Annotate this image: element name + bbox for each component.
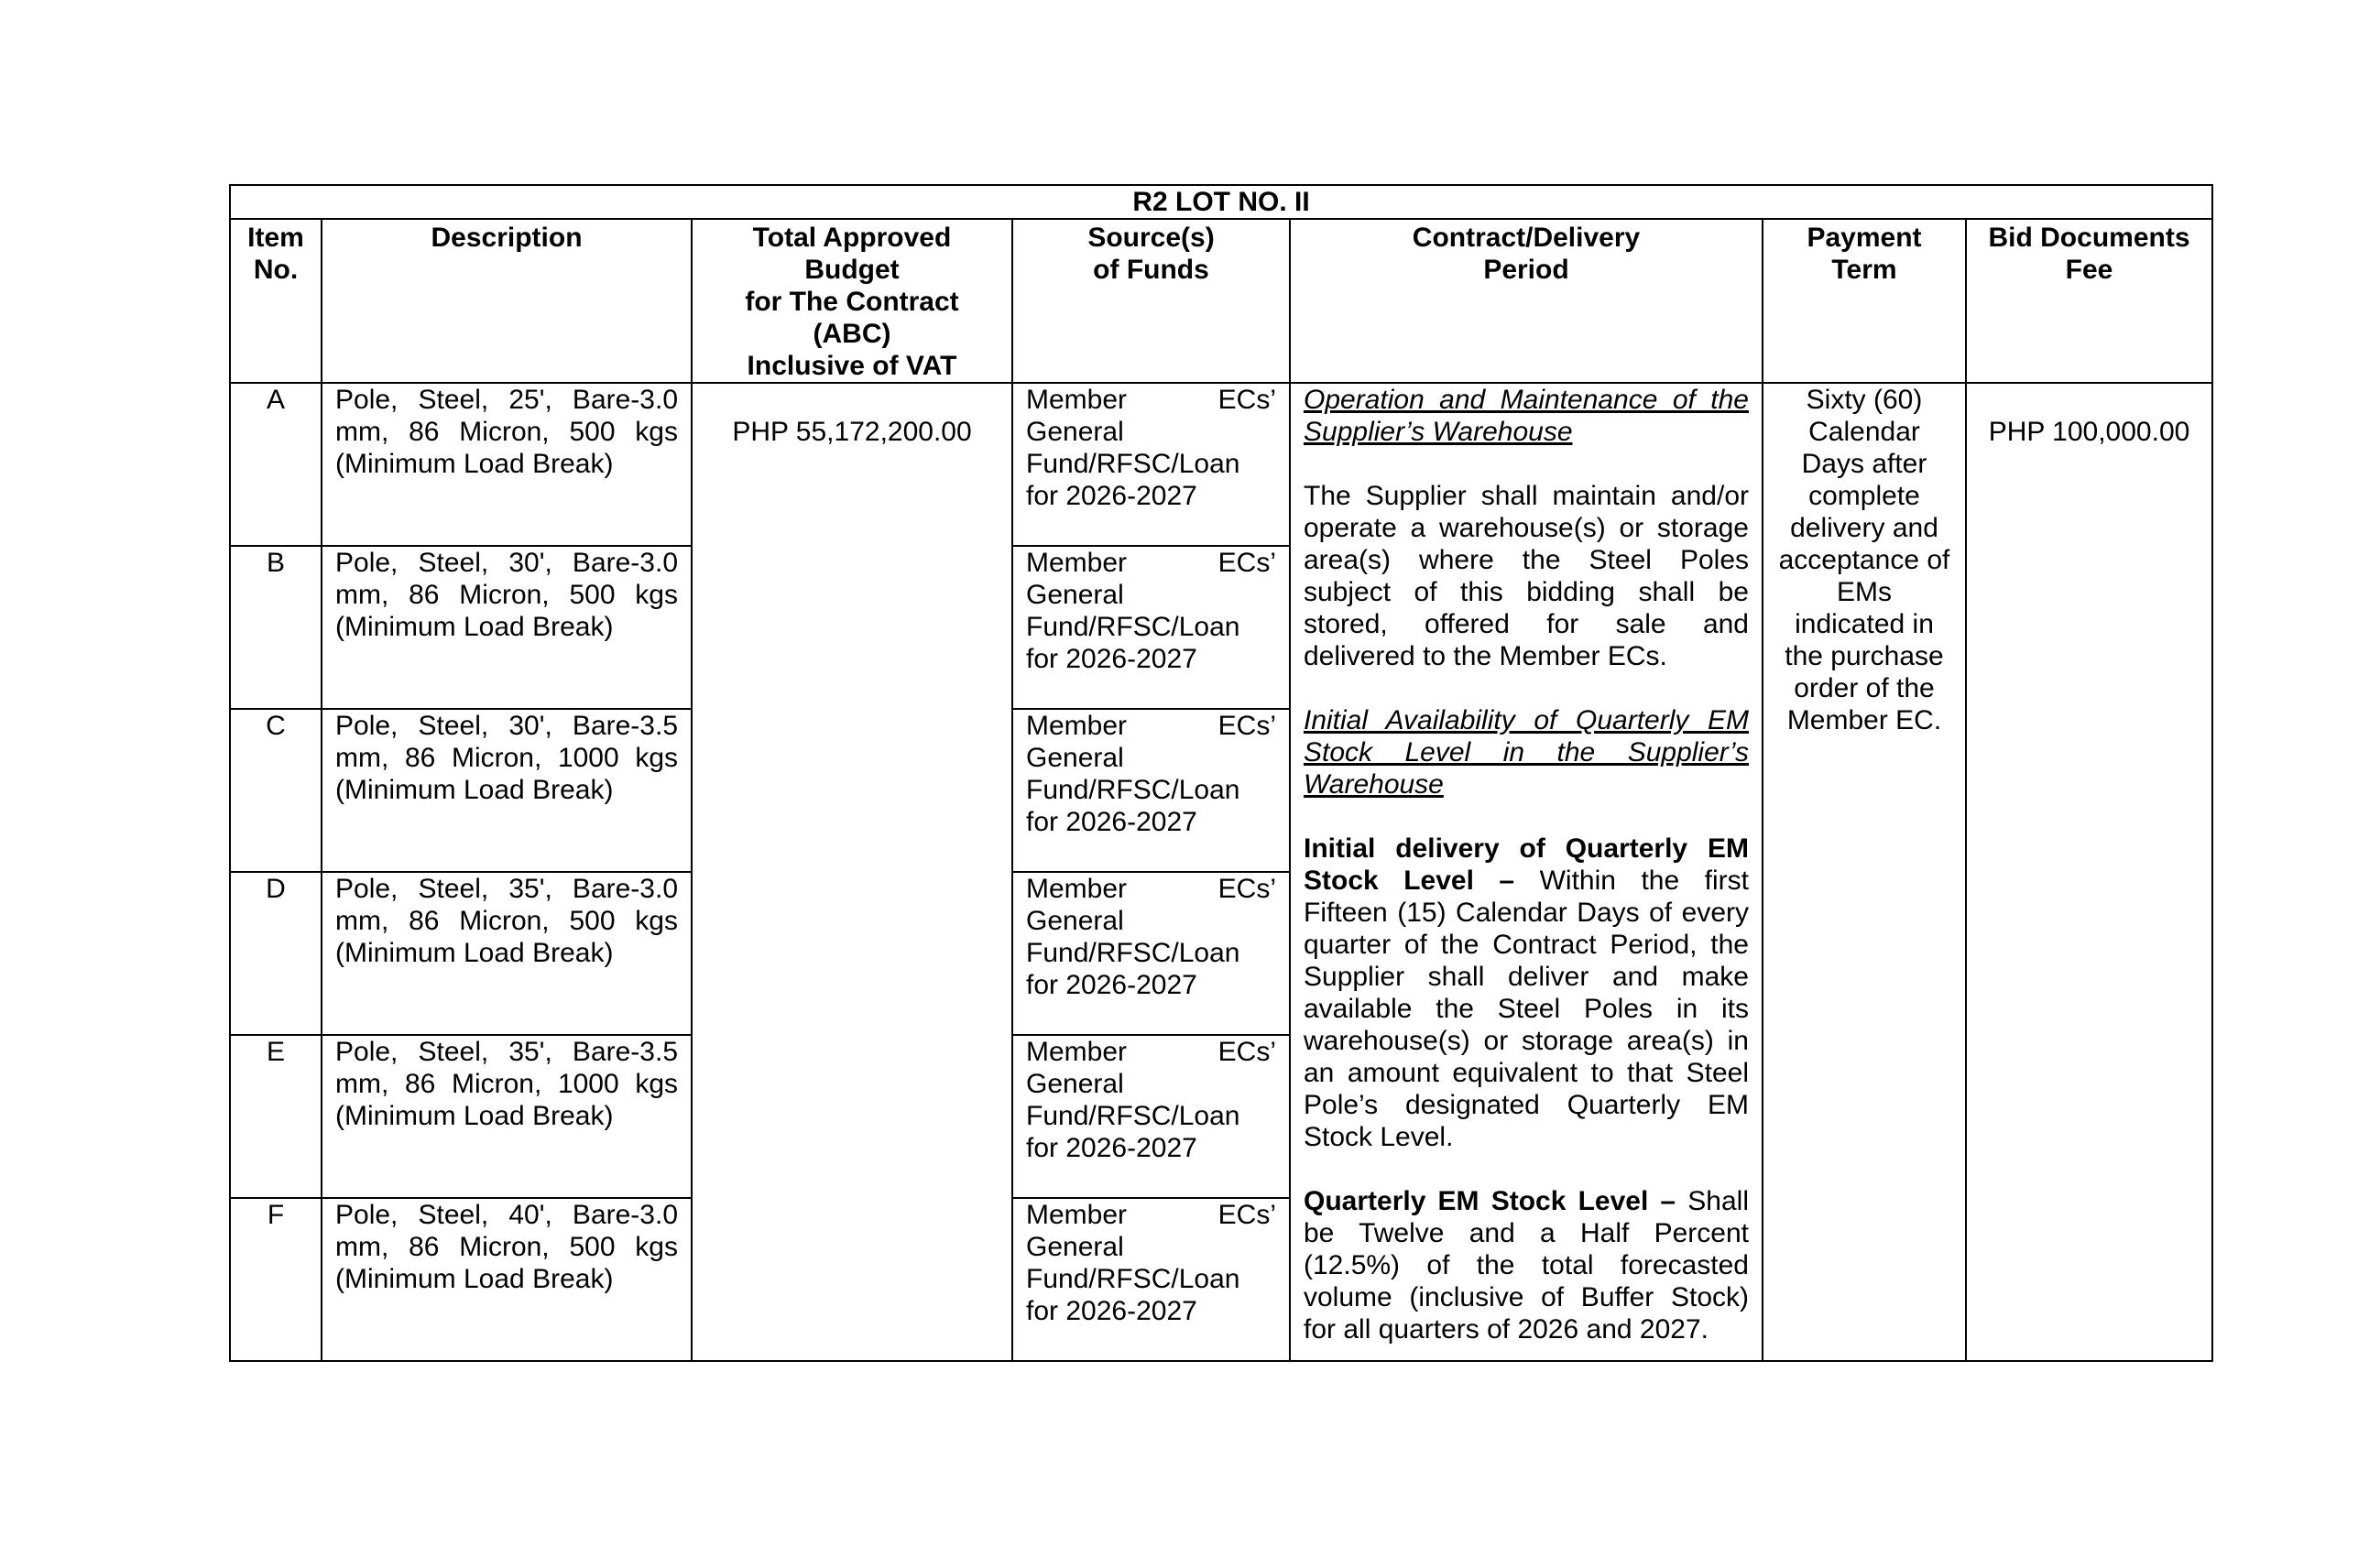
- abc-cell: [692, 383, 1012, 1361]
- source-cell: Member ECs’ General Fund/RFSC/Loan for 2026-2027: [1012, 709, 1290, 872]
- item-description: Pole, Steel, 40', Bare-3.0 mm, 86 Micron, 500 kgs (Minimum Load Break): [322, 1198, 692, 1361]
- header-period: Contract/Delivery Period: [1290, 219, 1763, 383]
- source-cell: Member ECs’ General Fund/RFSC/Loan for 2026-2027: [1012, 872, 1290, 1035]
- period-para-1: The Supplier shall maintain and/or operate a warehouse(s) or storage area(s) where the Steel Poles subject of this bidding shall be stored, offered for sale and delivered to the Member ECs.: [1304, 481, 1749, 671]
- lot-table: [229, 184, 2213, 1362]
- table-row: [230, 383, 2212, 546]
- header-payment: Payment Term: [1763, 219, 1966, 383]
- period-heading-2: Initial Availability of Quarterly EM Stock Level in the Supplier’s Warehouse: [1304, 705, 1749, 800]
- lot-title: R2 LOT NO. II: [230, 185, 2212, 219]
- period-para-2: Initial delivery of Quarterly EM Stock Level – Within the first Fifteen (15) Calendar Days of every quarter of the Contract Period, the Supplier shall deliver and make available the Steel Poles in its warehouse(s) or storage area(s) in an amount equivalent to that Steel Pole’s designated Quarterly EM Stock Level.: [1304, 833, 1749, 1152]
- payment-cell: Sixty (60) Calendar Days after complete delivery and acceptance of EMs indicated in the purchase order of the Member EC.: [1763, 383, 1966, 1361]
- item-no: F: [230, 1198, 322, 1361]
- item-description: Pole, Steel, 25', Bare-3.0 mm, 86 Micron, 500 kgs (Minimum Load Break): [322, 383, 692, 546]
- item-description: Pole, Steel, 35', Bare-3.0 mm, 86 Micron, 500 kgs (Minimum Load Break): [322, 872, 692, 1035]
- source-cell: Member ECs’ General Fund/RFSC/Loan for 2026-2027: [1012, 1035, 1290, 1198]
- item-no: C: [230, 709, 322, 872]
- source-cell: Member ECs’ General Fund/RFSC/Loan for 2026-2027: [1012, 383, 1290, 546]
- header-fee: Bid Documents Fee: [1966, 219, 2212, 383]
- header-description: Description: [322, 219, 692, 383]
- item-description: Pole, Steel, 35', Bare-3.5 mm, 86 Micron, 1000 kgs (Minimum Load Break): [322, 1035, 692, 1198]
- fee-value: PHP 100,000.00: [1988, 417, 2190, 447]
- abc-value: PHP 55,172,200.00: [732, 417, 972, 447]
- header-item-no: Item No.: [230, 219, 322, 383]
- source-cell: Member ECs’ General Fund/RFSC/Loan for 2026-2027: [1012, 1198, 1290, 1361]
- header-source: Source(s) of Funds: [1012, 219, 1290, 383]
- period-cell: [1290, 383, 1763, 1361]
- header-row: [230, 219, 2212, 383]
- period-heading-1: Operation and Maintenance of the Supplier’s Warehouse: [1304, 385, 1749, 447]
- item-description: Pole, Steel, 30', Bare-3.5 mm, 86 Micron, 1000 kgs (Minimum Load Break): [322, 709, 692, 872]
- item-no: E: [230, 1035, 322, 1198]
- fee-cell: [1966, 383, 2212, 1361]
- item-no: D: [230, 872, 322, 1035]
- source-cell: Member ECs’ General Fund/RFSC/Loan for 2026-2027: [1012, 546, 1290, 709]
- item-no: B: [230, 546, 322, 709]
- header-abc: Total Approved Budget for The Contract (ABC) Inclusive of VAT: [692, 219, 1012, 383]
- period-para-3: Quarterly EM Stock Level – Shall be Twelve and a Half Percent (12.5%) of the total forecasted volume (inclusive of Buffer Stock) for all quarters of 2026 and 2027.: [1304, 1186, 1749, 1345]
- item-no: A: [230, 383, 322, 546]
- item-description: Pole, Steel, 30', Bare-3.0 mm, 86 Micron, 500 kgs (Minimum Load Break): [322, 546, 692, 709]
